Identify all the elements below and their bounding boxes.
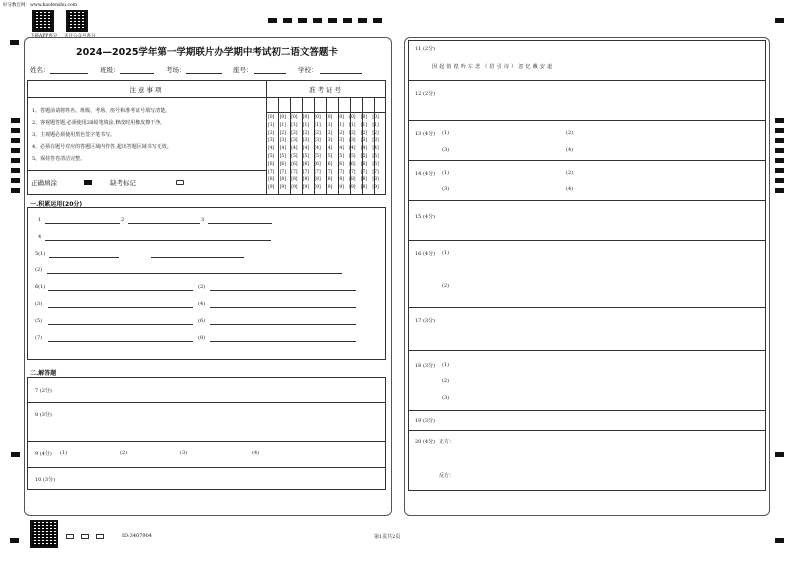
divider [408, 240, 766, 241]
timing-mark [373, 18, 382, 23]
exam-id-bubble[interactable]: [3] [291, 138, 298, 144]
exam-id-bubble[interactable]: [4] [326, 146, 333, 152]
q14-part: (1) [442, 170, 450, 176]
side-mark [775, 188, 784, 193]
exam-id-bubble[interactable]: [0] [291, 115, 298, 120]
exam-id-bubble[interactable]: [0] [372, 115, 379, 120]
exam-id-bubble[interactable]: [8] [337, 177, 344, 183]
divider [408, 200, 766, 201]
timing-mark [358, 18, 367, 23]
download-app-label: 下载APP查分 [30, 34, 58, 39]
exam-id-bubble[interactable]: [5] [279, 154, 286, 159]
exam-id-bubble[interactable]: [8] [291, 177, 298, 183]
school-label: 学校： [298, 66, 318, 74]
q9-part: (1) [60, 450, 68, 456]
divider [27, 97, 386, 98]
divider [408, 410, 766, 411]
timing-mark [328, 18, 337, 23]
exam-id-bubble[interactable]: [4] [268, 146, 275, 152]
side-mark [775, 178, 784, 183]
exam-id-bubble[interactable]: [1] [268, 122, 275, 128]
exam-id-bubble[interactable]: [3] [314, 138, 321, 144]
exam-id-bubble[interactable]: [4] [302, 146, 310, 152]
exam-id-bubble[interactable]: [9] [268, 185, 275, 191]
exam-id-bubble[interactable]: [8] [326, 177, 333, 183]
class-field[interactable] [120, 73, 154, 74]
exam-id-bubble[interactable]: [1] [279, 122, 286, 128]
exam-id-bubble[interactable]: [6] [302, 161, 310, 167]
exam-id-bubble[interactable]: [9] [302, 185, 310, 191]
correct-fill-label: 正确填涂 [31, 179, 57, 187]
sheet-id: ID:3407904 [122, 533, 152, 539]
q10-label: 10 (3分) [35, 477, 56, 483]
exam-id-bubble[interactable]: [2] [372, 130, 379, 136]
exam-id-bubble[interactable]: [7] [314, 169, 321, 175]
q4-line[interactable] [45, 240, 271, 241]
side-mark [11, 148, 20, 153]
exam-id-bubble[interactable]: [2] [360, 130, 368, 136]
timing-mark [298, 18, 307, 23]
q3-label: 3 [201, 217, 205, 223]
q9-label: 9 (4分) [35, 451, 52, 457]
class-label: 班级： [100, 66, 120, 74]
exam-id-bubble[interactable]: [6] [372, 161, 379, 167]
exam-id-bubble[interactable]: [8] [302, 177, 310, 183]
timing-mark [283, 18, 292, 23]
exam-id-bubble[interactable]: [0] [360, 115, 368, 120]
q7-label: 7 (2分) [35, 388, 52, 394]
divider [408, 430, 766, 431]
q8-label: 8 (3分) [35, 412, 52, 418]
exam-id-bubble[interactable]: [1] [337, 122, 344, 128]
note-item: 3、主观题必须使用黑色签字笔书写。 [32, 132, 116, 138]
exam-id-bubble[interactable]: [5] [326, 154, 333, 159]
q4-label: 4 [38, 234, 42, 240]
exam-id-bubble[interactable]: [9] [279, 185, 286, 191]
side-mark [775, 168, 784, 173]
q9-part: (3) [180, 450, 188, 456]
q16-part: (1) [442, 250, 450, 256]
exam-id-bubble[interactable]: [6] [337, 161, 344, 167]
exam-id-bubble[interactable]: [6] [268, 161, 275, 167]
exam-id-bubble[interactable]: [3] [349, 138, 356, 144]
exam-id-bubble[interactable]: [4] [349, 146, 356, 152]
q5-1-line-b[interactable] [151, 257, 244, 258]
q18-part: (2) [442, 378, 450, 384]
divider [408, 120, 766, 121]
note-item: 5、保持答卷清洁完整。 [32, 156, 86, 162]
exam-id-bubble[interactable]: [4] [314, 146, 321, 152]
timing-mark [268, 18, 277, 23]
side-mark [11, 118, 20, 123]
section1-box [27, 207, 386, 360]
divider [408, 80, 766, 81]
exam-id-bubble[interactable]: [4] [372, 146, 379, 152]
exam-id-bubble[interactable]: [0] [268, 115, 275, 120]
side-mark [11, 178, 20, 183]
side-mark [11, 452, 20, 457]
exam-id-bubble[interactable]: [2] [314, 130, 321, 136]
q6-3-line[interactable] [48, 307, 193, 308]
divider [408, 307, 766, 308]
q20-neg-label: 反方： [439, 473, 455, 479]
note-item: 2、客观题答题,必须使用2B铅笔填涂,修改时用橡皮擦干净。 [32, 120, 166, 126]
room-label: 考场： [166, 66, 186, 74]
exam-id-bubble[interactable]: [7] [349, 169, 356, 175]
exam-id-bubble[interactable]: [2] [337, 130, 344, 136]
exam-id-bubble[interactable]: [3] [337, 138, 344, 144]
exam-id-bubble[interactable]: [6] [360, 161, 368, 167]
q16-part: (2) [442, 283, 450, 289]
exam-id-bubble[interactable]: [4] [360, 146, 368, 152]
exam-id-bubble[interactable]: [4] [291, 146, 298, 152]
side-mark [775, 148, 784, 153]
exam-id-bubble[interactable]: [0] [337, 115, 344, 120]
side-mark [775, 128, 784, 133]
exam-id-bubble[interactable]: [9] [337, 185, 344, 191]
seat-field[interactable] [254, 73, 286, 74]
q18-label: 18 (3分) [415, 363, 436, 369]
side-mark [775, 158, 784, 163]
exam-id-bubble[interactable]: [2] [349, 130, 356, 136]
section2-title: 二.解答题 [30, 370, 57, 377]
note-item: 4、必须在题号对应的答题区域内作答,超出答题区域书写无效。 [32, 144, 172, 150]
q1-label: 1 [38, 217, 42, 223]
exam-id-bubble[interactable]: [9] [291, 185, 298, 191]
room-field[interactable] [186, 73, 222, 74]
school-field[interactable] [320, 73, 362, 74]
q16-label: 16 (4分) [415, 251, 436, 257]
exam-id-bubble[interactable]: [5] [337, 154, 344, 159]
q6-4-label: (4) [198, 301, 206, 307]
exam-id-bubble[interactable]: [7] [360, 169, 368, 175]
divider [27, 170, 266, 171]
seat-label: 座号： [233, 66, 253, 74]
q14-part: (2) [566, 170, 574, 176]
q18-part: (3) [442, 395, 450, 401]
q11-label: 11 (2分) [415, 46, 436, 52]
side-mark [11, 168, 20, 173]
exam-id-bubble[interactable]: [7] [279, 169, 286, 175]
exam-id-bubble[interactable]: [3] [302, 138, 310, 144]
exam-id-bubble[interactable]: [7] [291, 169, 298, 175]
q6-6-label: (6) [198, 318, 206, 324]
exam-id-bubble[interactable]: [4] [279, 146, 286, 152]
corner-mark [10, 538, 19, 543]
absent-mark-label: 缺考标记 [110, 179, 136, 187]
q14-part: (3) [442, 186, 450, 192]
divider [266, 80, 267, 195]
site-url[interactable]: 好分数官网：www.haofenshu.com [3, 3, 78, 8]
q6-1-label: 6(1) [35, 284, 46, 290]
exam-id-bubble[interactable]: [9] [372, 185, 379, 191]
q5-1-line-a[interactable] [49, 257, 119, 258]
exam-id-bubble[interactable]: [7] [372, 169, 379, 175]
exam-id-bubble[interactable]: [2] [268, 130, 275, 136]
q2-line[interactable] [128, 223, 200, 224]
exam-id-bubble[interactable]: [0] [326, 115, 333, 120]
exam-id-bubble[interactable]: [1] [372, 122, 379, 128]
q20-label: 20 (4分) [415, 439, 436, 445]
q6-8-label: (8) [198, 335, 206, 341]
timing-mark [313, 18, 322, 23]
page-number: 第1页共2页 [374, 534, 401, 540]
q14-part: (4) [566, 186, 574, 192]
footer-box [96, 534, 104, 539]
exam-id-heading: 准考证号 [309, 86, 343, 94]
q5-1-label: 5(1) [35, 251, 46, 257]
exam-id-bubble[interactable]: [1] [349, 122, 356, 128]
absent-checkbox[interactable] [176, 180, 184, 185]
q6-1-line[interactable] [48, 290, 193, 291]
q15-label: 15 (4分) [415, 214, 436, 220]
exam-id-bubble[interactable]: [8] [372, 177, 379, 183]
exam-id-bubble[interactable]: [5] [302, 154, 310, 159]
footer-box [81, 534, 89, 539]
exam-id-bubble[interactable]: [9] [326, 185, 333, 191]
q2-label: 2 [121, 217, 125, 223]
exam-id-bubble[interactable]: [7] [337, 169, 344, 175]
exam-id-bubble[interactable]: [8] [360, 177, 368, 183]
exam-id-bubble[interactable]: [8] [279, 177, 286, 183]
exam-id-bubble[interactable]: [6] [349, 161, 356, 167]
name-field[interactable] [50, 73, 88, 74]
q5-2-label: (2) [35, 267, 43, 273]
q18-part: (1) [442, 362, 450, 368]
exam-id-bubble[interactable]: [3] [279, 138, 286, 144]
q9-part: (2) [120, 450, 128, 456]
exam-id-bubble[interactable]: [5] [349, 154, 356, 159]
q6-6-line[interactable] [210, 324, 356, 325]
exam-id-bubble[interactable]: [5] [291, 154, 298, 159]
exam-id-bubble[interactable]: [9] [314, 185, 321, 191]
section2-box [27, 377, 386, 490]
qr-code-account [66, 10, 88, 32]
corner-mark [10, 40, 19, 45]
section1-title: 一.积累运用(20分) [30, 201, 83, 208]
exam-id-bubble[interactable]: [2] [279, 130, 286, 136]
q6-8-line[interactable] [210, 341, 356, 342]
q6-2-label: (2) [198, 284, 206, 290]
q13-part: (1) [442, 130, 450, 136]
q6-2-line[interactable] [210, 290, 356, 291]
corner-mark [775, 18, 784, 23]
exam-id-bubble[interactable]: [2] [291, 130, 298, 136]
exam-id-bubble[interactable]: [0] [279, 115, 286, 120]
exam-id-bubble[interactable]: [3] [360, 138, 368, 144]
exam-id-bubble[interactable]: [1] [291, 122, 298, 128]
q6-5-line[interactable] [48, 324, 193, 325]
exam-id-bubble[interactable]: [2] [326, 130, 333, 136]
page-title: 2024—2025学年第一学期联片办学期中考试初二语文答题卡 [76, 47, 338, 58]
exam-id-bubble[interactable]: [7] [326, 169, 333, 175]
q13-part: (2) [566, 130, 574, 136]
exam-id-bubble[interactable]: [6] [314, 161, 321, 167]
exam-id-bubble[interactable]: [0] [314, 115, 321, 120]
q13-part: (3) [442, 147, 450, 153]
exam-id-bubble[interactable]: [5] [268, 154, 275, 159]
exam-id-bubble[interactable]: [4] [337, 146, 344, 152]
q13-part: (4) [566, 147, 574, 153]
follow-account-label: 关注公众号查分 [64, 34, 96, 39]
exam-id-bubble[interactable]: [7] [268, 169, 275, 175]
exam-id-bubble[interactable]: [3] [372, 138, 379, 144]
answer-area [408, 40, 766, 491]
fill-example [84, 180, 92, 185]
divider [408, 160, 766, 161]
divider [27, 441, 386, 442]
exam-id-bubble[interactable]: [1] [314, 122, 321, 128]
name-label: 姓名： [30, 66, 50, 74]
exam-id-bubble[interactable]: [5] [360, 154, 368, 159]
q12-label: 12 (2分) [415, 91, 436, 97]
exam-id-bubble[interactable]: [3] [326, 138, 333, 144]
exam-id-bubble[interactable]: [1] [302, 122, 310, 128]
side-mark [11, 138, 20, 143]
timing-mark [343, 18, 352, 23]
q6-7-line[interactable] [48, 341, 193, 342]
note-item: 1、答题前请将姓名、班级、考场、座号和准考证号填写清楚。 [32, 108, 171, 114]
q6-7-label: (7) [35, 335, 43, 341]
exam-id-bubble[interactable]: [9] [349, 185, 356, 191]
q1-line[interactable] [45, 223, 120, 224]
qr-code-app [32, 10, 54, 32]
notes-heading: 注意事项 [129, 86, 164, 94]
q19-label: 19 (3分) [415, 418, 436, 424]
exam-id-bubble[interactable]: [8] [268, 177, 275, 183]
exam-id-bubble[interactable]: [1] [326, 122, 333, 128]
q11-text: 因 起 悄 徨 吟 左 悲 （ 招 引 诗 ） 忽 忆 戴 安 道 [432, 64, 553, 70]
side-mark [775, 118, 784, 123]
exam-id-bubble[interactable]: [9] [360, 185, 368, 191]
q14-label: 14 (4分) [415, 171, 436, 177]
side-mark [775, 452, 784, 457]
footer-box [66, 534, 74, 539]
side-mark [11, 158, 20, 163]
q17-label: 17 (3分) [415, 318, 436, 324]
corner-mark [775, 538, 784, 543]
exam-id-bubble[interactable]: [0] [302, 115, 310, 120]
q6-4-line[interactable] [210, 307, 356, 308]
exam-id-bubble[interactable]: [0] [349, 115, 356, 120]
exam-id-bubble[interactable]: [6] [279, 161, 286, 167]
exam-id-bubble[interactable]: [5] [314, 154, 321, 159]
q9-part: (4) [252, 450, 260, 456]
q13-label: 13 (4分) [415, 131, 436, 137]
q6-3-label: (3) [35, 301, 43, 307]
exam-id-bubble[interactable]: [5] [372, 154, 379, 159]
q20-pos-label: 正方： [439, 439, 455, 445]
side-mark [11, 188, 20, 193]
exam-id-bubble[interactable]: [6] [326, 161, 333, 167]
divider [408, 350, 766, 351]
exam-id-bubble[interactable]: [1] [360, 122, 368, 128]
q6-5-label: (5) [35, 318, 43, 324]
exam-id-bubble[interactable]: [8] [314, 177, 321, 183]
q5-2-line[interactable] [47, 273, 342, 274]
exam-id-bubble[interactable]: [3] [268, 138, 275, 144]
qr-code-footer [30, 520, 58, 548]
side-mark [11, 128, 20, 133]
exam-id-bubble[interactable]: [8] [349, 177, 356, 183]
divider [27, 467, 386, 468]
exam-id-bubble[interactable]: [6] [291, 161, 298, 167]
exam-id-bubble[interactable]: [2] [302, 130, 310, 136]
divider [27, 402, 386, 403]
q3-line[interactable] [208, 223, 272, 224]
side-mark [775, 138, 784, 143]
exam-id-bubble[interactable]: [7] [302, 169, 310, 175]
